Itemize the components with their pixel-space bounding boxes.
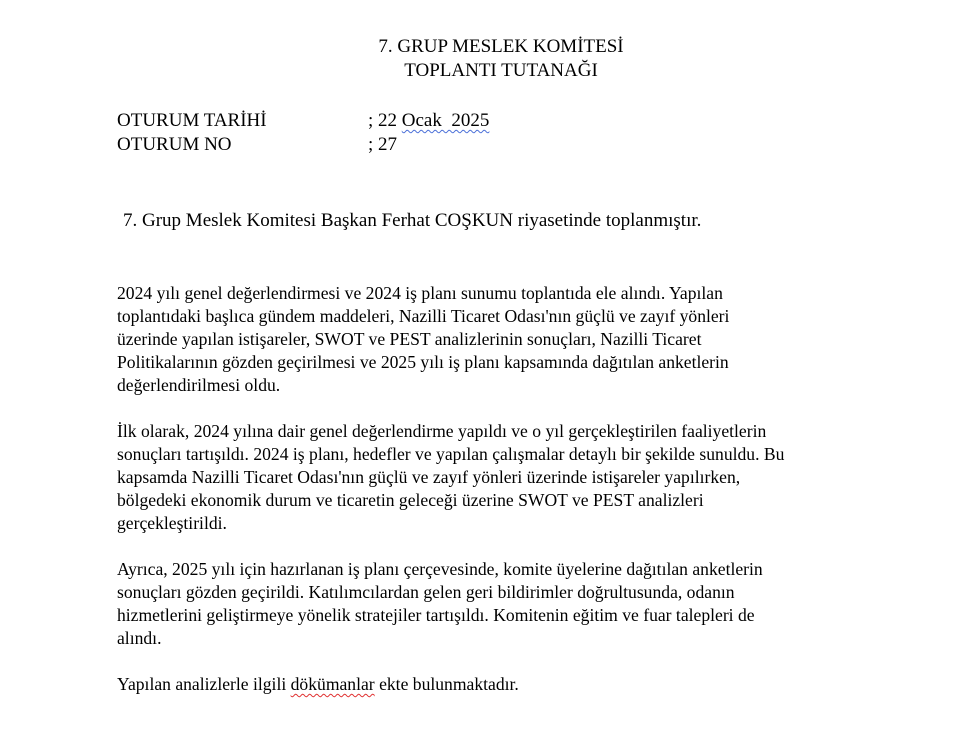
closing-text-before: Yapılan analizlerle ilgili [117,674,291,694]
session-date-row [117,109,489,132]
session-date-prefix: ; 22 [368,110,402,131]
paragraph-line: Politikalarının gözden geçirilmesi ve 2025 yılı iş planı kapsamında dağıtılan anketlerin [117,352,729,372]
session-number-value: ; 27 [368,134,398,155]
paragraph-3 [117,558,897,650]
paragraph-line: üzerinde yapılan istişareler, SWOT ve PEST analizlerinin sonuçları, Nazilli Ticaret [117,329,702,349]
paragraph-line: İlk olarak, 2024 yılına dair genel değerlendirme yapıldı ve o yıl gerçekleştirilen faaliyetlerin [117,421,767,441]
paragraph-line: 2024 yılı genel değerlendirmesi ve 2024 iş planı sunumu toplantıda ele alındı. Yapılan [117,283,723,303]
session-date-value [368,109,489,132]
paragraph-line: Ayrıca, 2025 yılı için hazırlanan iş planı çerçevesinde, komite üyelerine dağıtılan anketlerin [117,559,763,579]
paragraph-line: değerlendirilmesi oldu. [117,375,281,395]
paragraph-line: sonuçları gözden geçirildi. Katılımcılardan gelen geri bildirimler doğrultusunda, odanın [117,582,735,602]
session-date-label: OTURUM TARİHİ [117,110,267,131]
paragraph-line: hizmetlerini geliştirmeye yönelik stratejiler tartışıldı. Komitenin eğitim ve fuar talepleri de [117,605,755,625]
session-number-row [117,133,397,156]
paragraph-line: kapsamda Nazilli Ticaret Odası'nın güçlü ve zayıf yönleri üzerinde istişareler yapılırken, [117,467,741,487]
session-number-label: OTURUM NO [117,134,232,155]
closing-paragraph [117,673,897,696]
paragraph-line: bölgedeki ekonomik durum ve ticaretin geleceği üzerine SWOT ve PEST analizleri [117,490,704,510]
paragraph-2 [117,420,897,535]
paragraph-line: gerçekleştirildi. [117,513,227,533]
document-subtitle: TOPLANTI TUTANAĞI [404,60,598,81]
intro-statement: 7. Grup Meslek Komitesi Başkan Ferhat COŞKUN riyasetinde toplanmıştır. [123,210,702,231]
paragraph-line: sonuçları tartışıldı. 2024 iş planı, hedefler ve yapılan çalışmalar detaylı bir şekilde sunuldu. Bu [117,444,785,464]
closing-text-after: ekte bulunmaktadır. [374,674,519,694]
spelling-flagged-word[interactable]: dökümanlar [290,674,375,694]
paragraph-1 [117,282,897,397]
paragraph-line: toplantıdaki başlıca gündem maddeleri, Nazilli Ticaret Odası'nın güçlü ve zayıf yönleri [117,306,730,326]
grammar-flagged-date[interactable]: Ocak 2025 [401,110,490,131]
paragraph-line: alındı. [117,628,162,648]
document-title: 7. GRUP MESLEK KOMİTESİ [378,36,624,57]
closing-line [117,673,897,696]
